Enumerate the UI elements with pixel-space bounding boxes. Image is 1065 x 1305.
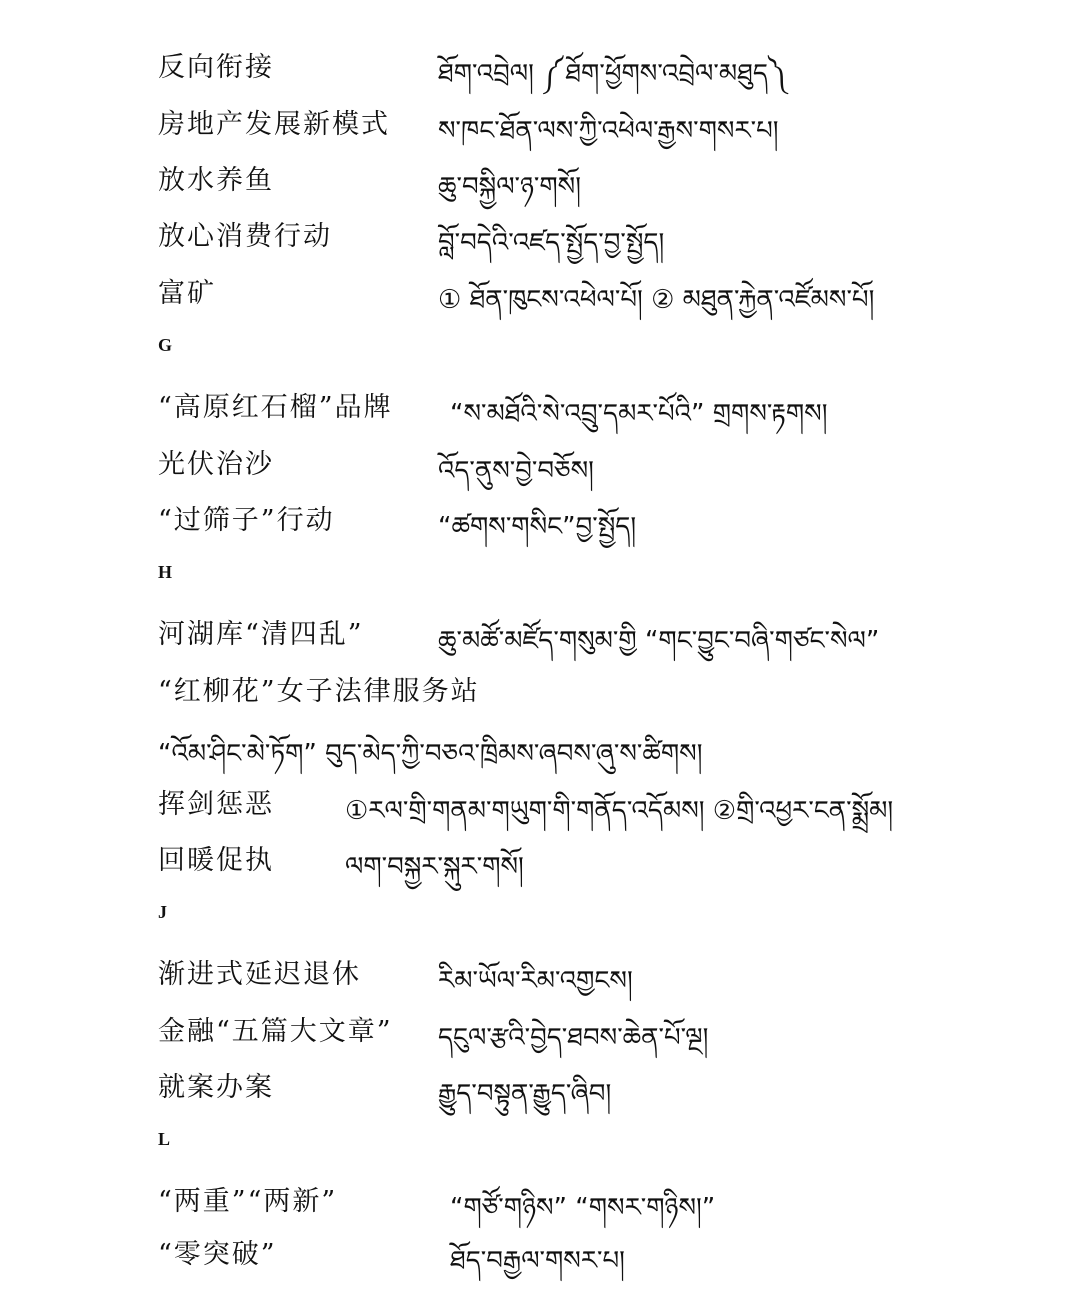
term-tibetan: ཐོག་འབྲེལ། ༼ཐོག་ཕྱོགས་འབྲེལ་མཐུད༽ — [438, 59, 787, 89]
term-tibetan: རྒྱུད་བསྟུན་རྒྱུད་ཞིབ། — [438, 1079, 612, 1109]
term-tibetan: ཐོད་བརྒྱལ་གསར་པ། — [450, 1246, 625, 1276]
section-letter-h: H — [158, 562, 173, 582]
term-tibetan: “འོམ་ཤིང་མེ་ཏོག” བུད་མེད་ཀྱི་བཅའ་ཁྲིམས་ཞབས་ཞུ་ས་ཚིགས། — [158, 739, 703, 769]
term-chinese: “红柳花”女子法律服务站 — [158, 676, 480, 707]
term-tibetan: བློ་བདེའི་འཛད་སྤྱོད་བྱ་སྤྱོད། — [438, 228, 665, 258]
term-chinese: 放水养鱼 — [158, 165, 274, 196]
term-tibetan: འོད་ནུས་བྱེ་བཅོས། — [438, 456, 594, 486]
term-chinese: “高原红石榴”品牌 — [158, 392, 393, 423]
term-tibetan: ① ཐོན་ཁུངས་འཕེལ་པོ། ② མཐུན་རྐྱེན་འཛོམས་པོ། — [438, 285, 875, 315]
term-tibetan: “ཚགས་གསིང”བྱ་སྤྱོད། — [438, 512, 637, 542]
term-chinese: 挥剑惩恶 — [158, 789, 274, 820]
term-chinese: 富矿 — [158, 278, 216, 309]
term-chinese: 金融“五篇大文章” — [158, 1016, 393, 1047]
term-chinese: “过筛子”行动 — [158, 505, 335, 536]
term-chinese: 反向衔接 — [158, 52, 274, 83]
section-letter-g: G — [158, 335, 173, 355]
section-letter-l: L — [158, 1129, 171, 1149]
term-chinese: 河湖库“清四乱” — [158, 619, 364, 650]
term-tibetan: ཆུ་མཚོ་མཛོད་གསུམ་གྱི “གང་བྱུང་བཞི་གཙང་སེལ” — [438, 626, 880, 656]
term-chinese: 放心消费行动 — [158, 221, 332, 252]
term-chinese: 房地产发展新模式 — [158, 109, 390, 140]
term-chinese: 渐进式延迟退休 — [158, 959, 361, 990]
term-chinese: 就案办案 — [158, 1072, 274, 1103]
term-tibetan: ལག་བསྐྱར་སྐུར་གསོ། — [345, 852, 524, 882]
term-tibetan: ས་ཁང་ཐོན་ལས་ཀྱི་འཕེལ་རྒྱས་གསར་པ། — [438, 116, 779, 146]
term-tibetan: ①རལ་གྲི་གནམ་གཡུག་གི་གནོད་འདོམས། ②གྲི་འཕྱར་ངན་སྨྲོམ། — [345, 796, 894, 826]
term-tibetan: དངུལ་རྩའི་བྱེད་ཐབས་ཆེན་པོ་ལྔ། — [438, 1023, 709, 1053]
term-chinese: “零突破” — [158, 1239, 277, 1270]
term-tibetan: “ས་མཐོའི་སེ་འབྲུ་དམར་པོའི” གྲགས་རྟགས། — [450, 399, 828, 429]
term-tibetan: ཆུ་བསྐྱིལ་ཉ་གསོ། — [438, 172, 582, 202]
section-letter-j: J — [158, 902, 167, 922]
term-chinese: “两重”“两新” — [158, 1186, 338, 1217]
term-tibetan: རིམ་ཡོལ་རིམ་འགྱངས། — [438, 966, 633, 996]
term-chinese: 光伏治沙 — [158, 449, 274, 480]
term-chinese: 回暖促执 — [158, 845, 274, 876]
term-tibetan: “གཙོ་གཉིས” “གསར་གཉིས།” — [450, 1193, 716, 1223]
